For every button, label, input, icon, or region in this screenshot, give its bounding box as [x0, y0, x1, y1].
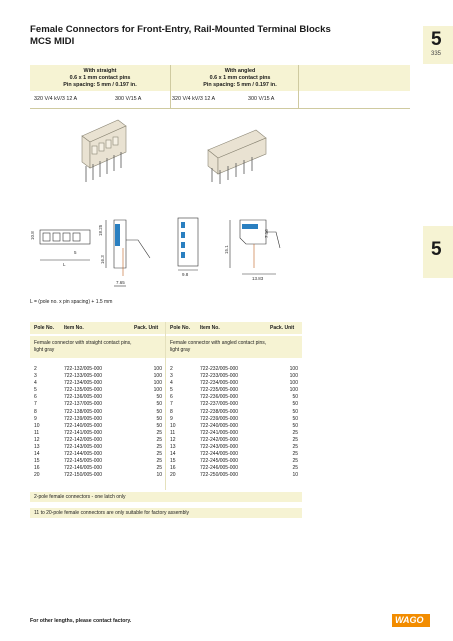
- table-row: [30, 387, 302, 394]
- cell-pole-right: 10: [170, 422, 176, 429]
- cell-pole-right: 7: [170, 401, 173, 408]
- cell-pack-left: 25: [156, 451, 162, 458]
- cell-pack-right: 100: [289, 380, 298, 387]
- category-straight-line1: Female connector with straight contact pins,: [34, 340, 132, 346]
- cell-pole-right: 6: [170, 394, 173, 401]
- angled-dimension-drawing: [178, 218, 280, 274]
- cell-pack-left: 10: [156, 472, 162, 479]
- section-number: 5: [431, 29, 442, 50]
- variant-angled-line1: With angled: [224, 68, 256, 74]
- variant-straight-line2: 0.6 x 1 mm contact pins: [69, 75, 131, 81]
- cell-pack-left: 25: [156, 429, 162, 436]
- category-angled-line2: light gray: [170, 347, 191, 353]
- dim-d2: 18.25: [98, 224, 103, 236]
- section-number-box: [423, 26, 453, 64]
- table-row: [30, 451, 302, 458]
- note-one-latch-text: 2-pole female connectors - one latch only: [34, 494, 126, 500]
- cell-pack-right: 50: [292, 394, 298, 401]
- table-body: [30, 366, 302, 480]
- title-line-2: MCS MIDI: [30, 36, 75, 47]
- table-row: [30, 380, 302, 387]
- cell-item-right: 722-243/005-000: [200, 444, 239, 451]
- cell-pack-right: 50: [292, 401, 298, 408]
- cell-item-left: 722-136/005-000: [64, 394, 103, 401]
- table-row: [30, 444, 302, 451]
- cell-pole-left: 15: [34, 458, 40, 465]
- cell-item-left: 722-142/005-000: [64, 436, 103, 443]
- wago-logo: [392, 614, 430, 627]
- rating-straight-b: 300 V/15 A: [115, 96, 142, 102]
- cell-item-left: 722-135/005-000: [64, 387, 103, 394]
- cell-item-right: 722-238/005-000: [200, 408, 239, 415]
- cell-pole-left: 5: [34, 387, 37, 394]
- cell-pole-right: 5: [170, 387, 173, 394]
- header-item-left: Item No.: [64, 325, 84, 331]
- dim-d9: 9.8: [182, 272, 189, 277]
- cell-item-left: 722-145/005-000: [64, 458, 103, 465]
- variant-straight-line1: With straight: [83, 68, 117, 74]
- cell-item-left: 722-137/005-000: [64, 401, 103, 408]
- cell-pole-right: 11: [170, 429, 176, 436]
- cell-item-right: 722-233/005-000: [200, 373, 239, 380]
- cell-pack-left: 50: [156, 422, 162, 429]
- angled-connector-image: [208, 130, 266, 184]
- cell-pole-left: 16: [34, 465, 40, 472]
- cell-pack-right: 25: [292, 444, 298, 451]
- cell-pole-right: 9: [170, 415, 173, 422]
- cell-pack-right: 50: [292, 415, 298, 422]
- rating-angled-b: 300 V/15 A: [248, 96, 275, 102]
- cell-pole-left: 8: [34, 408, 37, 415]
- straight-connector-image: [82, 120, 126, 182]
- cell-pole-left: 4: [34, 380, 37, 387]
- dim-d10: 13.83: [252, 276, 264, 281]
- header-pack-right: Pack. Unit: [270, 325, 295, 331]
- cell-pack-left: 100: [153, 373, 162, 380]
- category-angled: [170, 340, 300, 354]
- cell-pack-right: 100: [289, 387, 298, 394]
- dim-d4: L: [63, 262, 66, 267]
- cell-pack-left: 25: [156, 444, 162, 451]
- section-tab-label: 5: [431, 239, 442, 260]
- note-factory-assembly-text: 11 to 20-pole female connectors are only suitable for factory assembly: [34, 510, 189, 516]
- cell-item-right: 722-239/005-000: [200, 415, 239, 422]
- category-straight-line2: light gray: [34, 347, 55, 353]
- table-header: [30, 322, 302, 334]
- variant-header: [30, 65, 410, 91]
- dim-d1: 10.8: [30, 231, 35, 240]
- dim-d8: 15.1: [224, 245, 229, 254]
- dim-d5: 5: [74, 250, 77, 255]
- cell-pole-left: 9: [34, 415, 37, 422]
- cell-pole-right: 13: [170, 444, 176, 451]
- product-illustrations: [30, 108, 410, 288]
- table-row: [30, 430, 302, 437]
- product-drawings: [30, 108, 410, 288]
- cell-pole-right: 16: [170, 465, 176, 472]
- straight-dimension-drawing: [40, 220, 150, 286]
- table-row: [30, 472, 302, 479]
- length-formula: L = (pole no. x pin spacing) + 1.5 mm: [30, 299, 113, 305]
- table-row: [30, 416, 302, 423]
- cell-pole-right: 2: [170, 366, 173, 372]
- variant-angled-line2: 0.6 x 1 mm contact pins: [209, 75, 271, 81]
- cell-pole-right: 15: [170, 458, 176, 465]
- cell-pole-right: 20: [170, 472, 176, 479]
- cell-pole-left: 12: [34, 436, 40, 443]
- variant-straight-header: [30, 68, 170, 89]
- cell-item-left: 722-140/005-000: [64, 422, 103, 429]
- cell-item-right: 722-246/005-000: [200, 465, 239, 472]
- cell-pack-left: 100: [153, 366, 162, 372]
- logo-text: WAGO: [395, 615, 424, 625]
- cell-pole-left: 13: [34, 444, 40, 451]
- cell-pack-right: 50: [292, 408, 298, 415]
- table-row: [30, 366, 302, 373]
- category-header: [30, 336, 302, 358]
- cell-pole-left: 14: [34, 451, 40, 458]
- cell-pack-left: 25: [156, 436, 162, 443]
- cell-pole-right: 3: [170, 373, 173, 380]
- cell-pole-left: 20: [34, 472, 40, 479]
- cell-item-right: 722-235/005-000: [200, 387, 239, 394]
- cell-item-right: 722-245/005-000: [200, 458, 239, 465]
- cell-pack-right: 100: [289, 366, 298, 372]
- cell-item-left: 722-138/005-000: [64, 408, 103, 415]
- cell-item-left: 722-141/005-000: [64, 429, 103, 436]
- cell-pack-right: 25: [292, 451, 298, 458]
- ratings-row: [30, 91, 410, 109]
- cell-pack-left: 25: [156, 465, 162, 472]
- cell-item-left: 722-139/005-000: [64, 415, 103, 422]
- cell-item-right: 722-237/005-000: [200, 401, 239, 408]
- cell-pack-right: 25: [292, 436, 298, 443]
- cell-pack-right: 25: [292, 429, 298, 436]
- note-factory-assembly: [30, 508, 302, 518]
- cell-pole-right: 8: [170, 408, 173, 415]
- table-row: [30, 394, 302, 401]
- cell-pole-left: 3: [34, 373, 37, 380]
- cell-pack-right: 25: [292, 465, 298, 472]
- cell-pole-left: 7: [34, 401, 37, 408]
- cell-item-right: 722-236/005-000: [200, 394, 239, 401]
- header-pack-left: Pack. Unit: [134, 325, 159, 331]
- cell-pole-left: 2: [34, 366, 37, 372]
- table-row: [30, 423, 302, 430]
- cell-item-right: 722-242/005-000: [200, 436, 239, 443]
- table-column-divider: [165, 322, 166, 490]
- table-row: [30, 409, 302, 416]
- cell-pole-left: 10: [34, 422, 40, 429]
- table-row: [30, 437, 302, 444]
- table-row: [30, 465, 302, 472]
- cell-pack-left: 100: [153, 387, 162, 394]
- cell-pack-left: 50: [156, 394, 162, 401]
- cell-item-left: 722-146/005-000: [64, 465, 103, 472]
- table-row: [30, 401, 302, 408]
- cell-pack-left: 25: [156, 458, 162, 465]
- cell-item-left: 722-132/005-000: [64, 366, 103, 372]
- header-pole-right: Pole No.: [170, 325, 191, 331]
- cell-pole-left: 11: [34, 429, 40, 436]
- variant-straight-line3: Pin spacing: 5 mm / 0.197 in.: [63, 82, 137, 88]
- cell-item-right: 722-234/005-000: [200, 380, 239, 387]
- cell-pole-right: 4: [170, 380, 173, 387]
- cell-pole-left: 6: [34, 394, 37, 401]
- section-side-tab: [423, 226, 453, 278]
- cell-item-right: 722-240/005-000: [200, 422, 239, 429]
- cell-pack-right: 100: [289, 373, 298, 380]
- dim-d6: 7.65: [116, 280, 125, 285]
- dim-d3: 16.3: [100, 255, 105, 264]
- category-straight: [34, 340, 164, 354]
- header-pole-left: Pole No.: [34, 325, 55, 331]
- page-number: 335: [431, 51, 442, 57]
- cell-item-right: 722-250/005-000: [200, 472, 239, 479]
- table-row: [30, 373, 302, 380]
- cell-pack-right: 25: [292, 458, 298, 465]
- header-item-right: Item No.: [200, 325, 220, 331]
- page-title: [30, 24, 410, 48]
- cell-pack-left: 50: [156, 415, 162, 422]
- variant-angled-line3: Pin spacing: 5 mm / 0.197 in.: [203, 82, 277, 88]
- rating-straight-a: 320 V/4 kV/3 12 A: [34, 96, 78, 102]
- cell-pack-left: 50: [156, 401, 162, 408]
- footer-note: For other lengths, please contact factory.: [30, 618, 132, 624]
- category-angled-line1: Female connector with angled contact pins,: [170, 340, 267, 346]
- cell-item-left: 722-133/005-000: [64, 373, 103, 380]
- cell-item-right: 722-232/005-000: [200, 366, 239, 372]
- cell-pack-right: 50: [292, 422, 298, 429]
- cell-item-left: 722-144/005-000: [64, 451, 103, 458]
- cell-pole-right: 14: [170, 451, 176, 458]
- rating-angled-a: 320 V/4 kV/3 12 A: [172, 96, 216, 102]
- cell-pole-right: 12: [170, 436, 176, 443]
- title-line-1: Female Connectors for Front-Entry, Rail-Mounted Terminal Blocks: [30, 24, 331, 35]
- cell-item-left: 722-143/005-000: [64, 444, 103, 451]
- table-row: [30, 458, 302, 465]
- cell-item-left: 722-134/005-000: [64, 380, 103, 387]
- variant-angled-header: [170, 68, 310, 89]
- cell-item-right: 722-241/005-000: [200, 429, 239, 436]
- cell-pack-left: 50: [156, 408, 162, 415]
- dim-d7: 7.16: [264, 229, 269, 238]
- note-one-latch: [30, 492, 302, 502]
- cell-item-right: 722-244/005-000: [200, 451, 239, 458]
- cell-pack-left: 100: [153, 380, 162, 387]
- cell-item-left: 722-150/005-000: [64, 472, 103, 479]
- cell-pack-right: 10: [292, 472, 298, 479]
